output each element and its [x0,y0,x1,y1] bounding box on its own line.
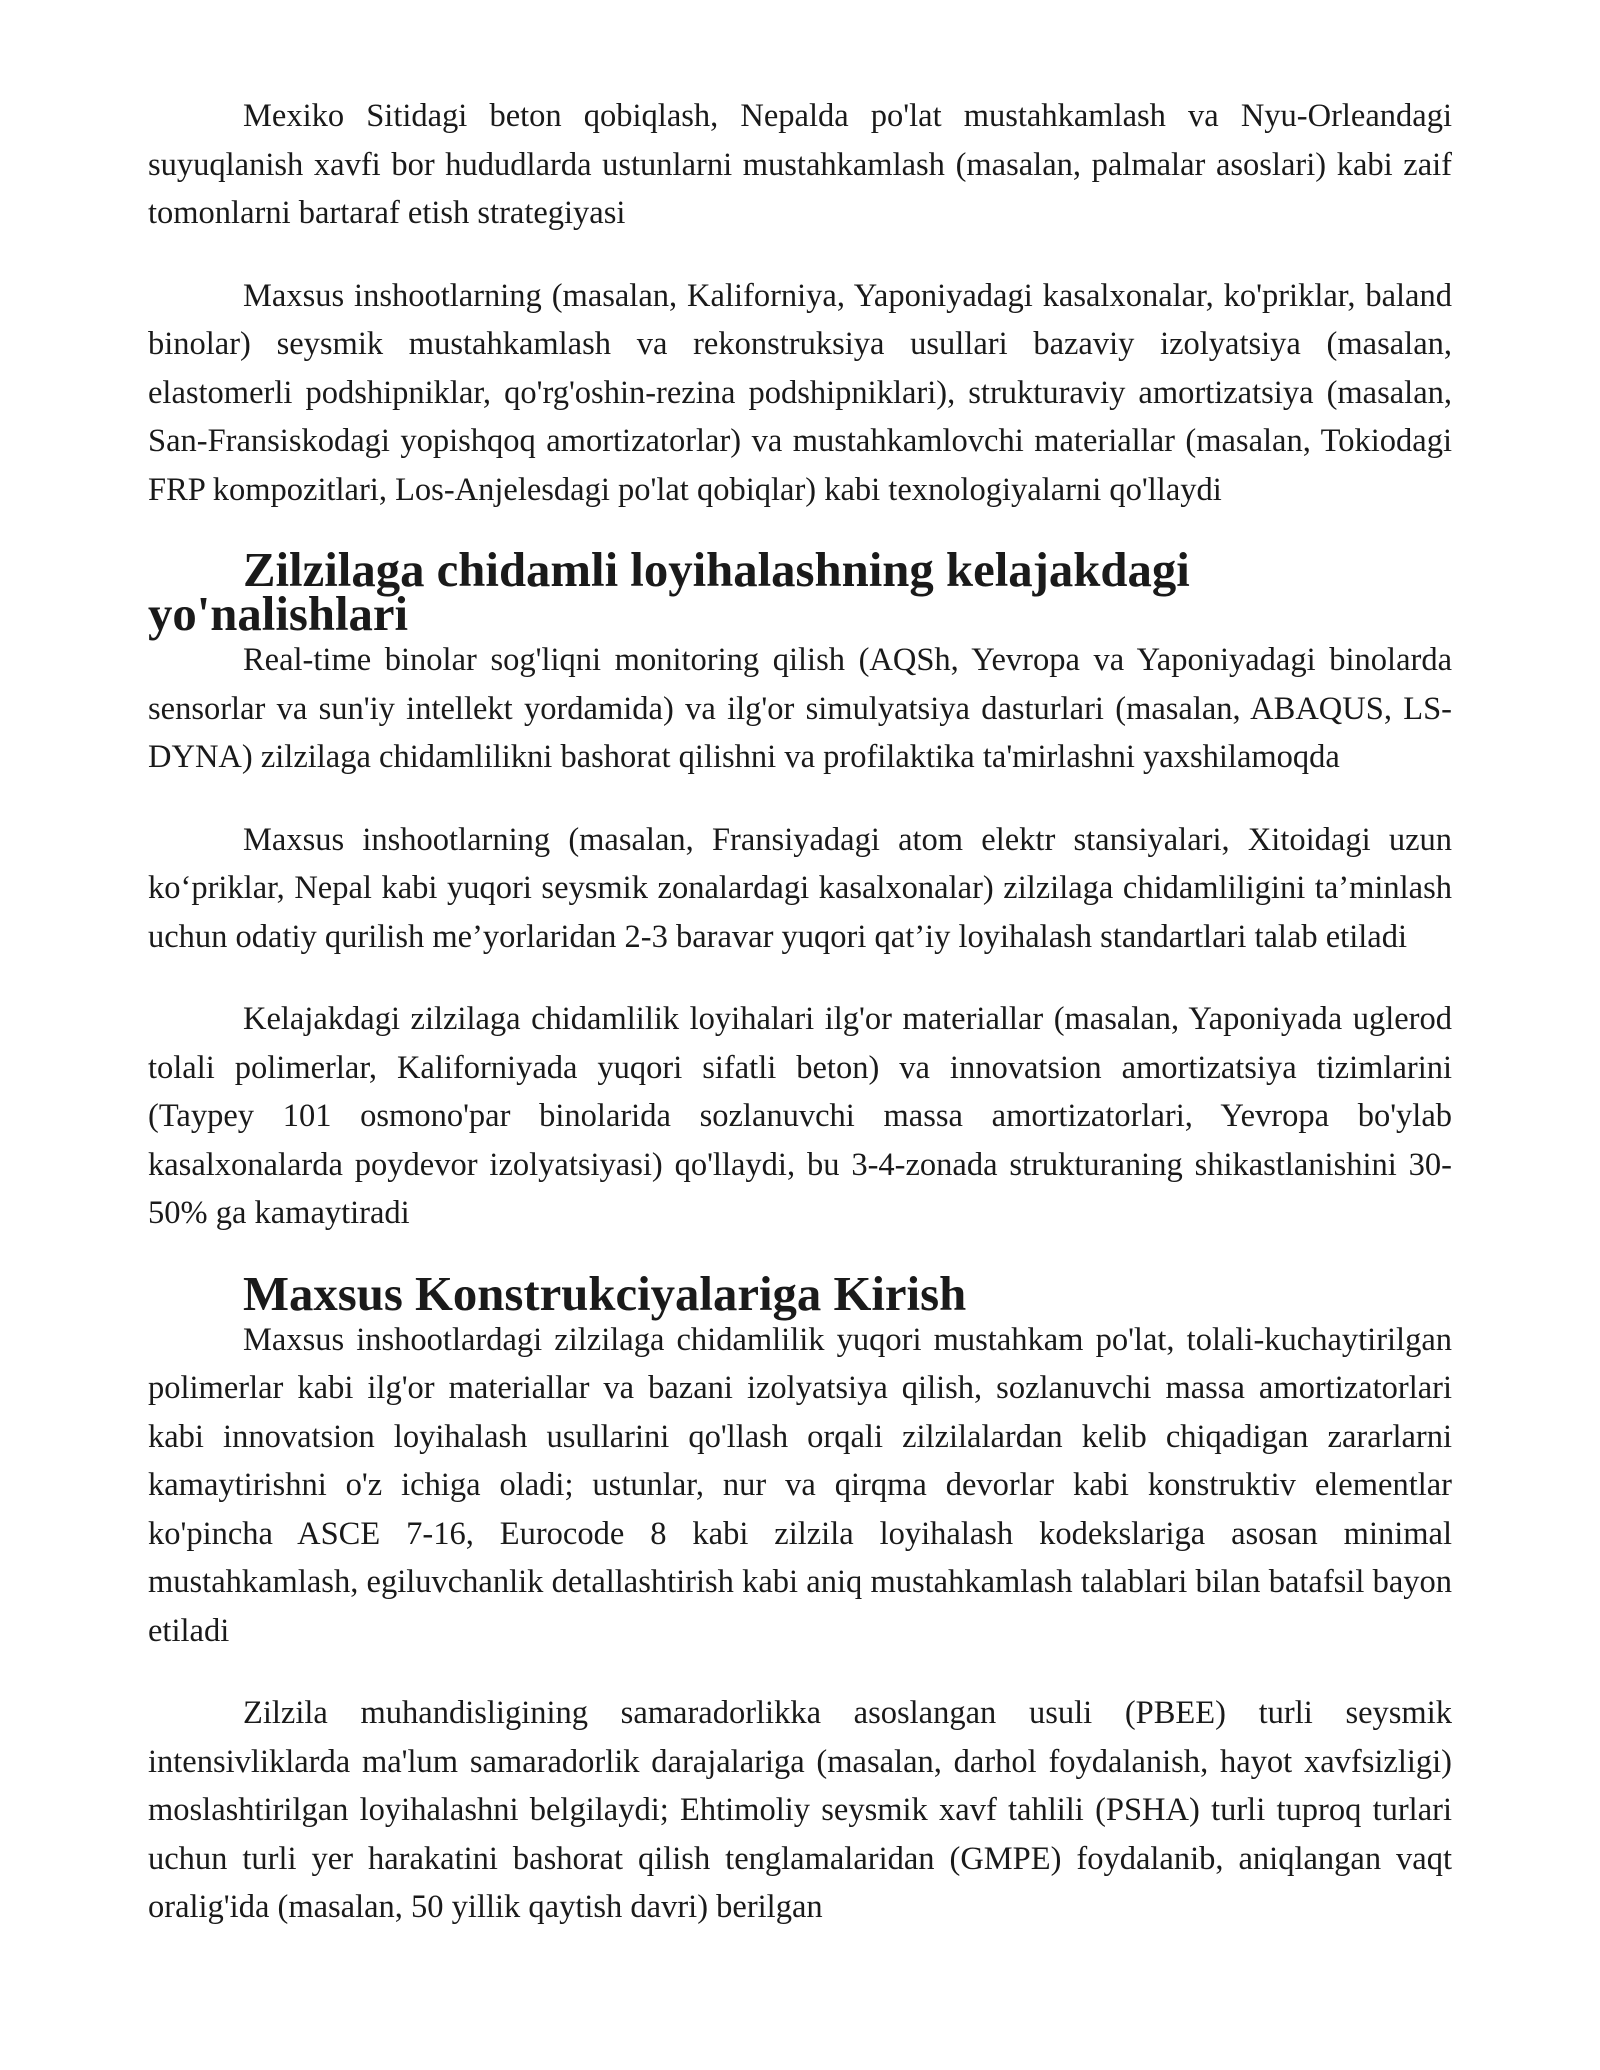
paragraph-special-structures-intro: Maxsus inshootlardagi zilzilaga chidamlilik yuqori mustahkam po'lat, tolali-kuchaytirilgan polimerlar kabi ilg'or materiallar va bazani izolyatsiya qilish, sozlanuvchi massa amortizatorlari kabi innovatsion loyihalash usullarini qo'llash orqali zilzilalardan kelib chiqadigan zararlarni kamaytirishni o'z ichiga oladi; ustunlar, nur va qirqma devorlar kabi konstruktiv elementlar ko'pincha ASCE 7-16, Eurocode 8 kabi zilzila loyihalash kodekslariga asosan minimal mustahkamlash, egiluvchanlik detallashtirish kabi aniq mustahkamlash talablari bilan batafsil bayon etiladi [148,1321,1452,1649]
paragraph-future-materials: Kelajakdagi zilzilaga chidamlilik loyihalari ilg'or materiallar (masalan, Yaponiyada uglerod tolali polimerlar, Kaliforniyada yuqori sifatli beton) va innovatsion amortizatsiya tizimlarini (Taypey 101 osmono'par binolarida sozlanuvchi massa amortizatorlari, Yevropa bo'ylab kasalxonalarda poydevor izolyatsiyasi) qo'llaydi, bu 3-4-zonada strukturaning shikastlanishini 30-50% ga kamaytiradi [148,1001,1452,1231]
paragraph-design-standards: Maxsus inshootlarning (masalan, Fransiyadagi atom elektr stansiyalari, Xitoidagi uzun ko‘priklar, Nepal kabi yuqori seysmik zonalardagi kasalxonalar) zilzilaga chidamliligini ta’minlash uchun odatiy qurilish me’yorlaridan 2-3 baravar yuqori qat’iy loyihalash standartlari talab etiladi [148,821,1452,955]
paragraph-seismic-retrofit-methods: Maxsus inshootlarning (masalan, Kaliforniya, Yaponiyadagi kasalxonalar, ko'priklar, baland binolar) seysmik mustahkamlash va rekonstruksiya usullari bazaviy izolyatsiya (masalan, elastomerli podshipniklar, qo'rg'oshin-rezina podshipniklari), strukturaviy amortizatsiya (masalan, San-Fransiskodagi yopishqoq amortizatorlar) va mustahkamlovchi materiallar (masalan, Tokiodagi FRP kompozitlari, Los-Anjelesdagi po'lat qobiqlar) kabi texnologiyalarni qo'llaydi [148,277,1452,508]
paragraph-retrofit-strategy: Mexiko Sitidagi beton qobiqlash, Nepalda po'lat mustahkamlash va Nyu-Orleandagi suyuqlanish xavfi bor hududlarda ustunlarni mustahkamlash (masalan, palmalar asoslari) kabi zaif tomonlarni bartaraf etish strategiyasi [148,98,1452,231]
section-heading-special-structures: Maxsus Konstrukciyalariga Kirish [243,1266,967,1321]
paragraph-pbee: Zilzila muhandisligining samaradorlikka asoslangan usuli (PBEE) turli seysmik intensivliklarda ma'lum samaradorlik darajalariga (masalan, darhol foydalanish, hayot xavfsizligi) moslashtirilgan loyihalashni belgilaydi; Ehtimoliy seysmik xavf tahlili (PSHA) turli tuproq turlari uchun turli yer harakatini bashorat qilish tenglamalaridan (GMPE) foydalanib, aniqlangan vaqt oralig'ida (masalan, 50 yillik qaytish davri) berilgan [148,1695,1452,1925]
section-heading-future-directions: Zilzilaga chidamli loyihalashning kelajakdagi yo'nalishlari [148,543,1190,641]
document-page [148,92,1452,1966]
paragraph-realtime-monitoring: Real-time binolar sog'liqni monitoring qilish (AQSh, Yevropa va Yaponiyadagi binolarda sensorlar va sun'iy intellekt yordamida) va ilg'or simulyatsiya dasturlari (masalan, ABAQUS, LS-DYNA) zilzilaga chidamlilikni bashorat qilishni va profilaktika ta'mirlashni yaxshilamoqda [148,642,1452,775]
